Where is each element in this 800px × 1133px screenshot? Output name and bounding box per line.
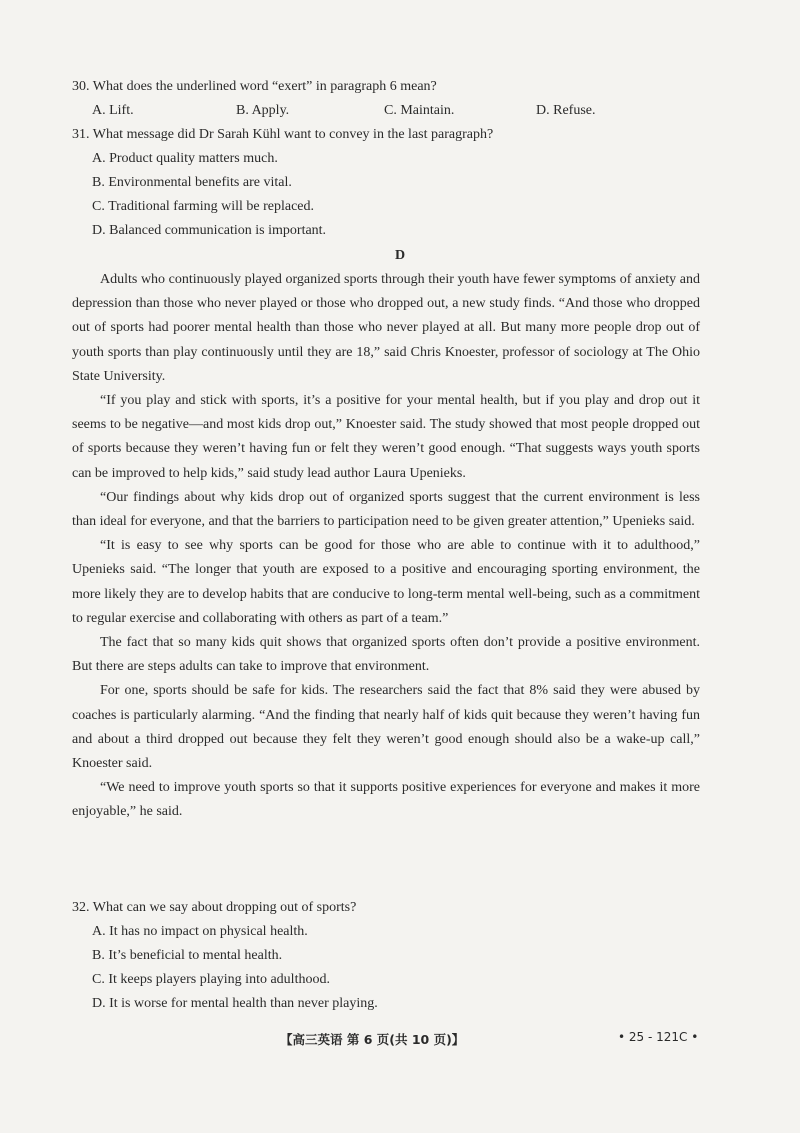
paragraph-6: For one, sports should be safe for kids. The researchers said the fact that 8% said they were abused by coaches is particularly alarming. “And the finding that nearly half of kids quit because they weren’t having fun and about a third dropped out because they felt they weren’t good enough should also be a wake-up call,” Knoester said. — [72, 683, 700, 772]
question-32-option-c: C. It keeps players playing into adulthood. — [92, 972, 330, 987]
question-30-option-b: B. Apply. — [236, 103, 290, 118]
reading-passage — [72, 268, 700, 825]
question-32-option-a: A. It has no impact on physical health. — [92, 924, 308, 939]
paragraph-1: Adults who continuously played organized sports through their youth have fewer symptoms of anxiety and depression than those who never played or those who dropped out, a new study finds. “And those who dropped out of sports had poorer mental health than those who never played at all. But many more people drop out of youth sports than play continuously until they are 18,” said Chris Knoester, professor of sociology at The Ohio State University. — [72, 272, 700, 384]
paragraph-7: “We need to improve youth sports so that it supports positive experiences for everyone and makes it more enjoyable,” he said. — [72, 780, 700, 820]
page-info: 【高三英语 第 6 页(共 10 页)】 — [280, 1032, 465, 1047]
question-30-option-d: D. Refuse. — [536, 103, 596, 118]
section-heading: D — [394, 248, 406, 263]
question-32-stem: 32. What can we say about dropping out of sports? — [72, 900, 357, 915]
question-32-option-d: D. It is worse for mental health than never playing. — [92, 996, 378, 1011]
question-32-option-b: B. It’s beneficial to mental health. — [92, 948, 283, 963]
question-30-option-a: A. Lift. — [92, 103, 134, 118]
question-30-option-c: C. Maintain. — [384, 103, 455, 118]
question-30-stem: 30. What does the underlined word “exert” in paragraph 6 mean? — [72, 79, 437, 94]
question-31-option-b: B. Environmental benefits are vital. — [92, 175, 292, 190]
question-31-stem: 31. What message did Dr Sarah Kühl want to convey in the last paragraph? — [72, 127, 494, 142]
question-31-option-c: C. Traditional farming will be replaced. — [92, 199, 315, 214]
question-31-option-d: D. Balanced communication is important. — [92, 223, 327, 238]
exam-code: • 25 - 121C • — [618, 1030, 699, 1044]
paragraph-5: The fact that so many kids quit shows that organized sports often don’t provide a positive environment. But there are steps adults can take to improve that environment. — [72, 635, 700, 675]
paragraph-4: “It is easy to see why sports can be good for those who are able to continue with it to adulthood,” Upenieks said. “The longer that youth are exposed to a positive and encouraging sporting environment, the more likely they are to develop habits that are conducive to long-term mental well-being, such as a commitment to regular exercise and collaborating with others as part of a team.” — [72, 538, 700, 626]
paragraph-2: “If you play and stick with sports, it’s a positive for your mental health, but if you play and drop out it seems to be negative—and most kids drop out,” Knoester said. The study showed that most people dropped out of sports because they weren’t having fun or felt they weren’t good enough. “That suggests ways youth sports can be improved to help kids,” said study lead author Laura Upenieks. — [72, 393, 700, 481]
question-31-option-a: A. Product quality matters much. — [92, 151, 278, 166]
paragraph-3: “Our findings about why kids drop out of organized sports suggest that the current environment is less than ideal for everyone, and that the barriers to participation need to be given greater attention,” Upenieks said. — [72, 489, 700, 530]
